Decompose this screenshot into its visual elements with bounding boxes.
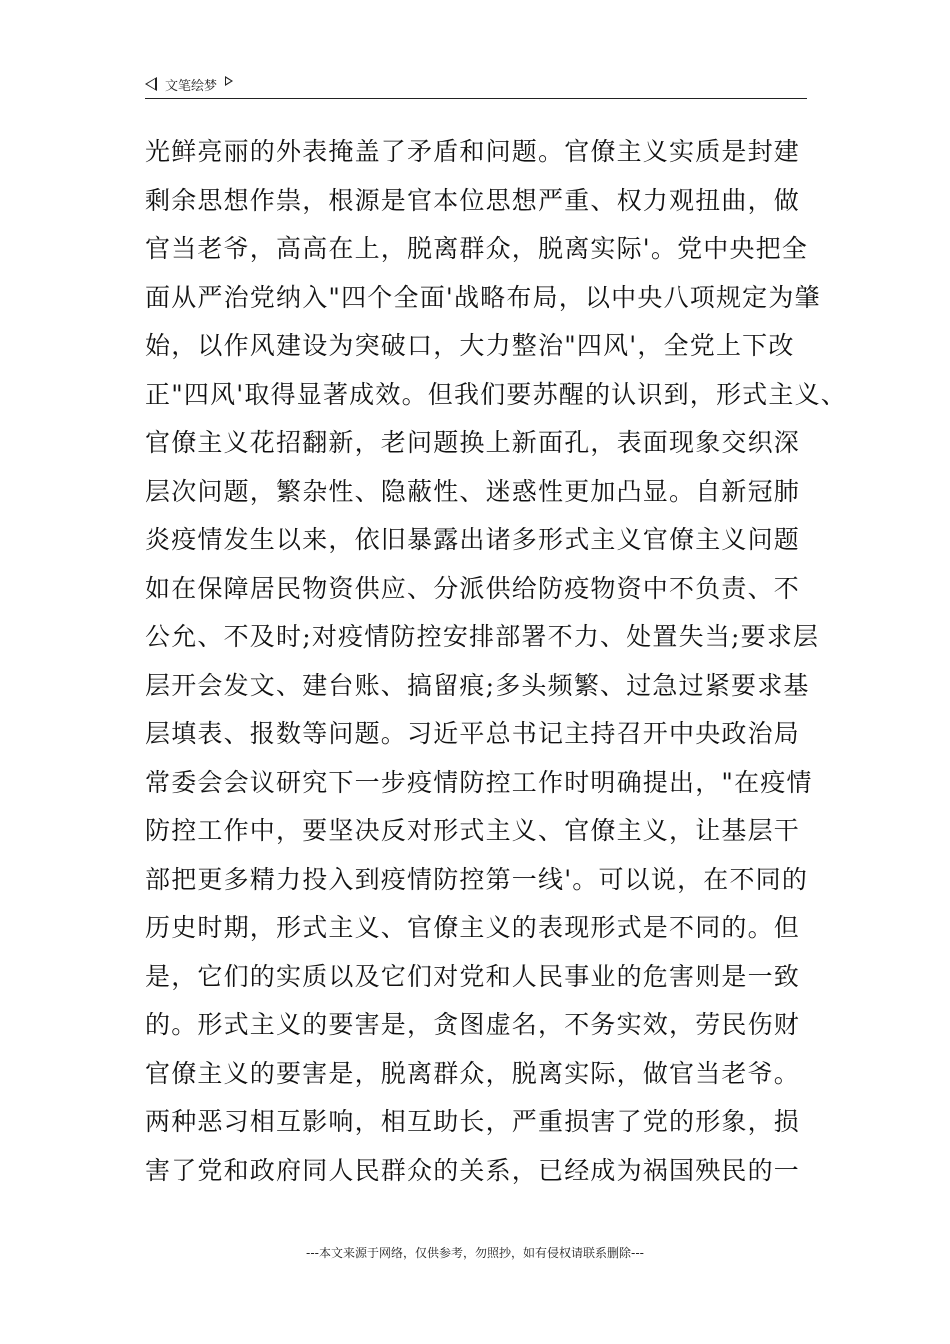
- text-line: 层开会发文、建台账、搞留痕;多头频繁、过急过紧要求基: [145, 670, 810, 700]
- triangle-left-icon: [145, 77, 157, 91]
- text-line: 炎疫情发生以来，依旧暴露出诸多形式主义官僚主义问题: [145, 525, 801, 554]
- text-line: 常委会会议研究下一步疫情防控工作时明确提出，"在疫情: [145, 767, 813, 797]
- header-divider: [145, 98, 807, 99]
- text-line: 是，它们的实质以及它们对党和人民事业的危害则是一致: [145, 961, 801, 991]
- text-line: 官僚主义的要害是，脱离群众，脱离实际，做官当老爷。: [145, 1058, 801, 1088]
- footer-disclaimer: ---本文来源于网络，仅供参考，勿照抄，如有侵权请联系删除---: [306, 1246, 644, 1260]
- text-line: 官僚主义花招翻新，老问题换上新面孔，表面现象交织深: [145, 428, 801, 457]
- text-line: 防控工作中，要坚决反对形式主义、官僚主义，让基层干: [145, 816, 801, 845]
- text-line: 害了党和政府同人民群众的关系，已经成为祸国殃民的一: [145, 1155, 801, 1185]
- text-line: 光鲜亮丽的外表掩盖了矛盾和问题。官僚主义实质是封建: [145, 137, 801, 166]
- text-line: 历史时期，形式主义、官僚主义的表现形式是不同的。但: [145, 913, 801, 942]
- text-line: 的。形式主义的要害是，贪图虚名，不务实效，劳民伤财: [145, 1010, 801, 1039]
- text-line: 层次问题，繁杂性、隐蔽性、迷惑性更加凸显。自新冠肺: [145, 476, 801, 506]
- header-title: 文笔绘梦: [165, 78, 218, 94]
- text-line: 始，以作风建设为突破口，大力整治"四风'，全党上下改: [145, 331, 795, 360]
- text-line: 层填表、报数等问题。习近平总书记主持召开中央政治局: [145, 719, 801, 748]
- text-line: 剩余思想作祟，根源是官本位思想严重、权力观扭曲，做: [145, 185, 801, 215]
- text-line: 两种恶习相互影响，相互助长，严重损害了党的形象，损: [145, 1107, 801, 1136]
- text-line: 正"四风'取得显著成效。但我们要苏醒的认识到，形式主义、: [145, 379, 847, 409]
- body-text: [145, 128, 847, 1195]
- text-line: 如在保障居民物资供应、分派供给防疫物资中不负责、不: [145, 573, 801, 603]
- text-line: 面从严治党纳入"四个全面'战略布局，以中央八项规定为肇: [145, 282, 821, 312]
- text-line: 公允、不及时;对疫情防控安排部署不力、处置失当;要求层: [145, 622, 820, 651]
- triangle-right-icon: [225, 76, 233, 86]
- text-line: 官当老爷，高高在上，脱离群众，脱离实际'。党中央把全: [145, 234, 809, 263]
- page-header: [145, 72, 807, 96]
- text-line: 部把更多精力投入到疫情防控第一线'。可以说，在不同的: [145, 864, 809, 894]
